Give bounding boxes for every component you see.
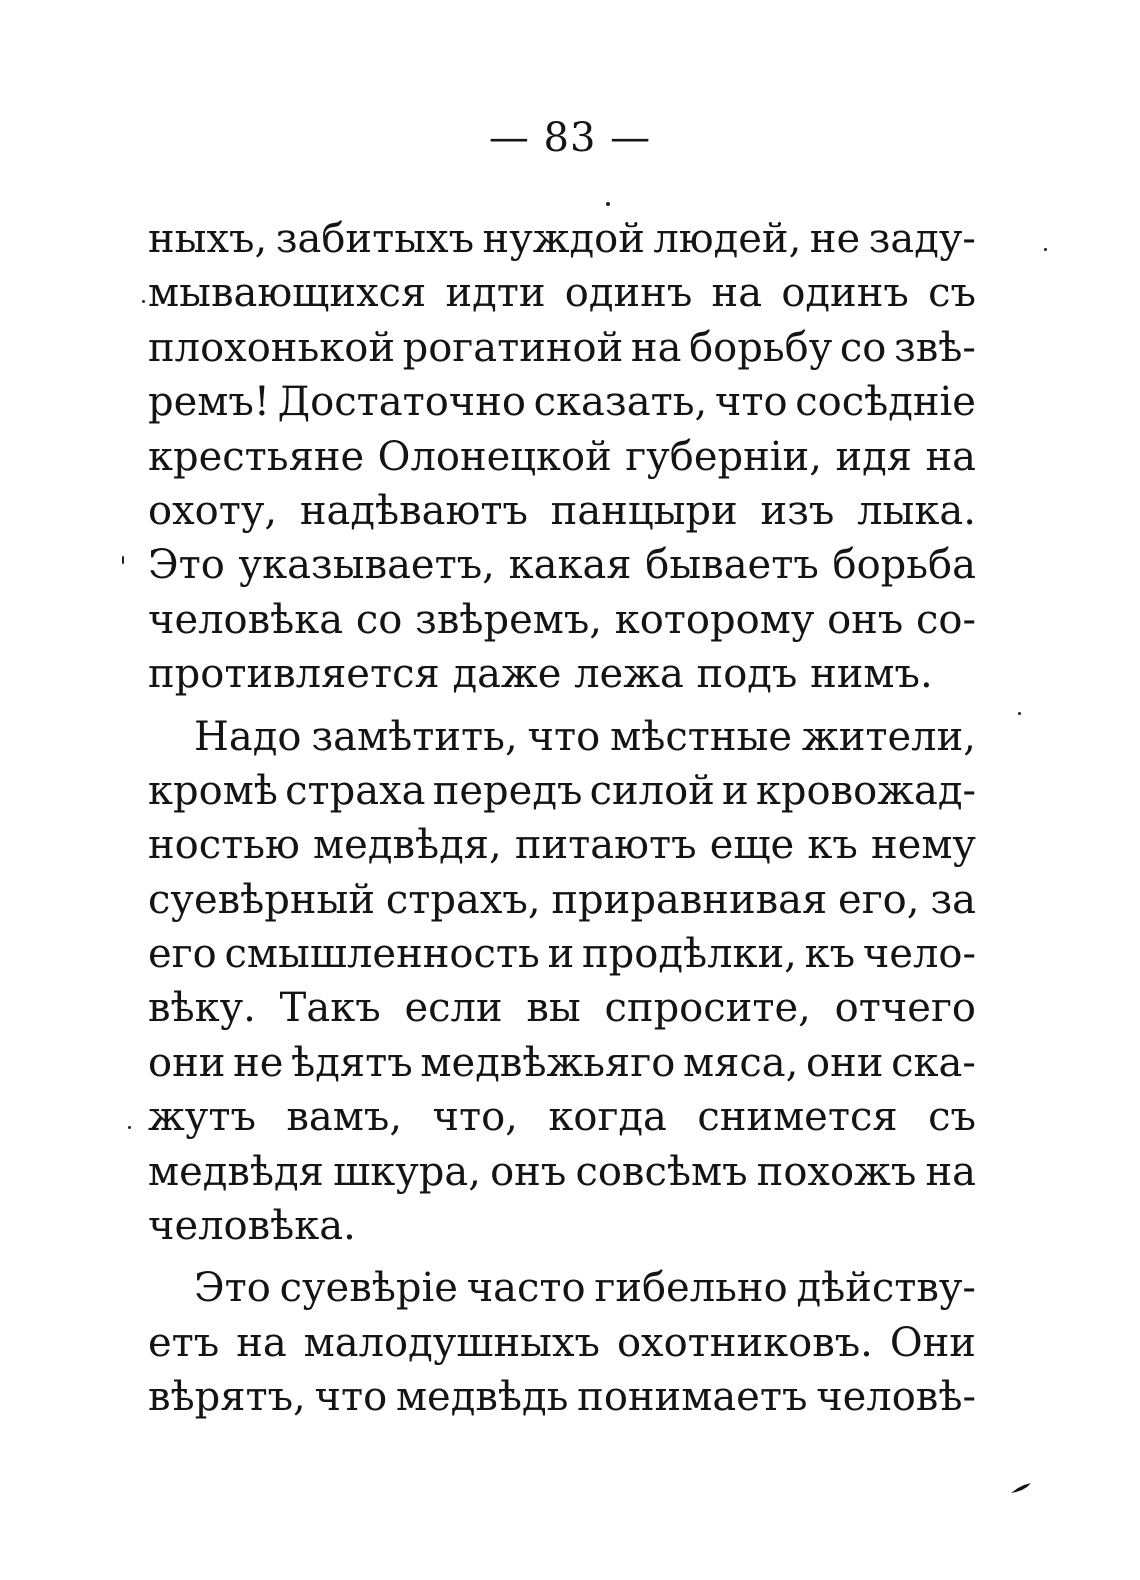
text-line: охоту, надѣваютъ панцыри изъ лыка. [148, 487, 976, 534]
text-line: противляется даже лежа подъ нимъ. [148, 651, 933, 698]
text-line: мывающихся идти одинъ на одинъ съ [148, 270, 976, 317]
paragraph-gap [148, 702, 976, 710]
text-line: вѣрятъ, что медвѣдь понимаетъ человѣ- [148, 1374, 976, 1421]
text-line: медвѣдя шкура, онъ совсѣмъ похожъ на [148, 1148, 976, 1195]
scan-speck [1018, 712, 1021, 715]
ink-blot-icon [1010, 1482, 1032, 1494]
text-line: ремъ! Достаточно сказать, что сосѣдніе [148, 379, 976, 426]
scan-speck [122, 556, 124, 564]
paragraph [148, 1261, 976, 1424]
paragraph [148, 212, 976, 702]
text-line: человѣка со звѣремъ, которому онъ со- [148, 596, 976, 643]
paragraph-gap [148, 1253, 976, 1261]
scan-speck [128, 1126, 131, 1129]
text-line: етъ на малодушныхъ охотниковъ. Они [148, 1319, 976, 1366]
text-line: Надо замѣтить, что мѣстные жители, [194, 713, 976, 760]
text-line: крестьяне Олонецкой губерніи, идя на [148, 433, 976, 480]
text-line: человѣка. [148, 1203, 356, 1250]
text-line: Это указываетъ, какая бываетъ борьба [148, 542, 976, 589]
text-line: ныхъ, забитыхъ нуждой людей, не заду- [148, 216, 976, 262]
page-number: — 83 — [488, 115, 652, 161]
text-line: они не ѣдятъ медвѣжьяго мяса, они ска- [148, 1039, 976, 1086]
scan-speck [606, 202, 610, 206]
scan-speck [142, 300, 145, 303]
text-line: вѣку. Такъ если вы спросите, отчего [148, 985, 976, 1032]
paragraph [148, 710, 976, 1254]
text-line: его смышленность и продѣлки, къ чело- [148, 931, 976, 978]
text-line: плохонькой рогатиной на борьбу со звѣ- [148, 324, 976, 371]
scan-speck [1044, 248, 1047, 251]
text-line: суевѣрный страхъ, приравнивая его, за [148, 876, 976, 923]
text-line: жутъ вамъ, что, когда снимется съ [148, 1094, 976, 1141]
text-line: кромѣ страха передъ силой и кровожад- [148, 767, 976, 814]
text-line: ностью медвѣдя, питаютъ еще къ нему [148, 822, 976, 869]
text-line: Это суевѣріе часто гибельно дѣйству- [194, 1265, 976, 1312]
body-text [148, 212, 976, 1425]
